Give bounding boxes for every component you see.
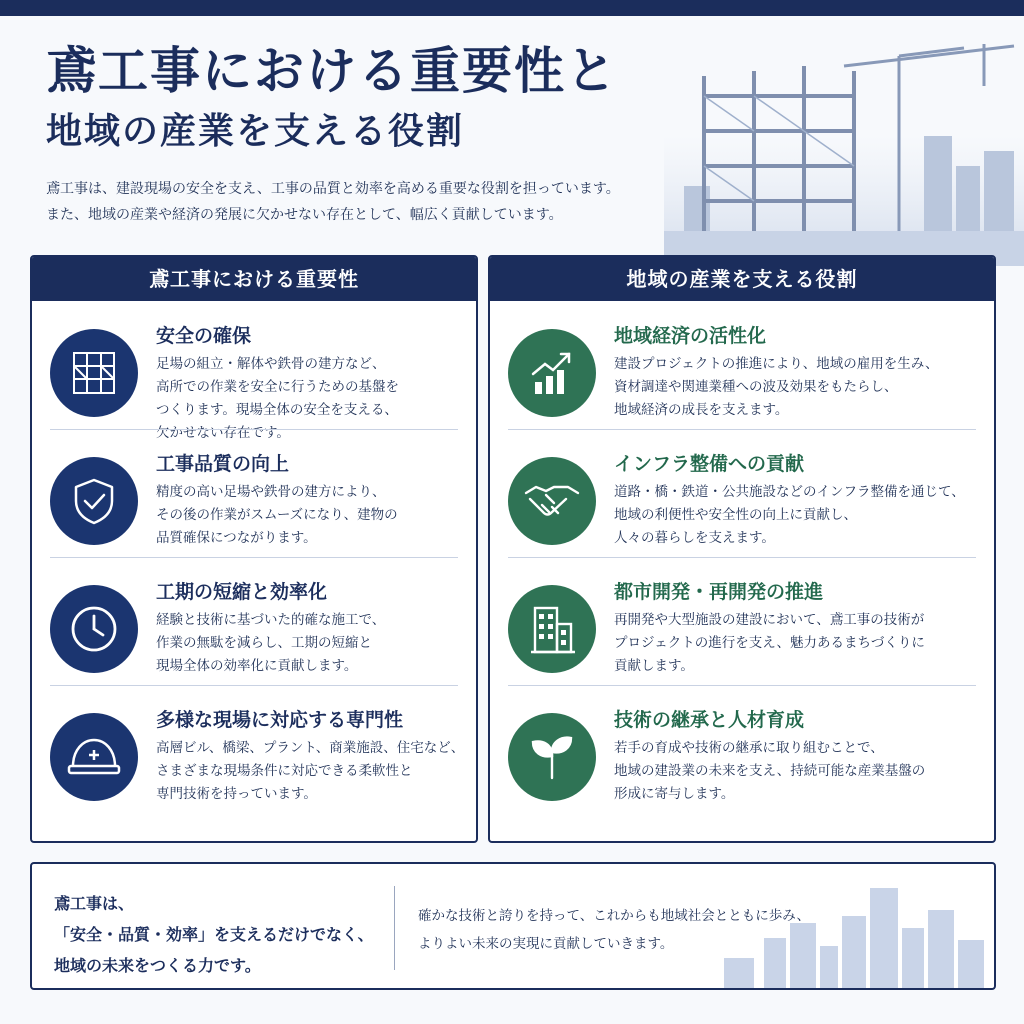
item-title: 地域経済の活性化 [614, 325, 767, 347]
summary-line: 「安全・品質・効率」を支えるだけでなく、 [54, 925, 374, 944]
list-item [32, 557, 476, 685]
item-body [614, 353, 939, 422]
intro-line: 鳶工事は、建設現場の安全を支え、工事の品質と効率を高める重要な役割を担っています。 [46, 181, 620, 197]
list-item [32, 301, 476, 441]
item-line: 経験と技術に基づいた的確な施工で、 [156, 612, 386, 628]
item-line: 品質確保につながります。 [156, 530, 317, 546]
item-line: 地域経済の成長を支えます。 [614, 402, 789, 418]
item-line: 地域の利便性や安全性の向上に貢献し、 [614, 507, 857, 523]
item-line: 形成に寄与します。 [614, 786, 735, 802]
scaffold-icon [50, 329, 138, 417]
page-title-line2: 地域の産業を支える役割 [46, 111, 465, 152]
item-line: さまざまな現場条件に対応できる柔軟性と [156, 763, 413, 779]
summary-line: 地域の未来をつくる力です。 [54, 956, 261, 975]
item-line: プロジェクトの進行を支え、魅力あるまちづくりに [614, 635, 925, 651]
summary-box [30, 862, 996, 990]
list-item [490, 429, 994, 557]
item-body [614, 737, 925, 806]
item-line: つくります。現場全体の安全を支える、 [156, 402, 398, 418]
item-title: 工事品質の向上 [156, 453, 290, 475]
building-icon [508, 585, 596, 673]
summary-message [418, 902, 810, 958]
summary-line: 鳶工事は、 [54, 894, 135, 913]
regional-role-panel [488, 255, 996, 843]
page-title-line1: 鳶工事における重要性と [46, 42, 618, 100]
item-line: 高層ビル、橋梁、プラント、商業施設、住宅など、 [156, 740, 465, 756]
divider [394, 886, 395, 970]
item-title: インフラ整備への貢献 [614, 453, 805, 475]
item-title: 安全の確保 [156, 325, 252, 347]
item-title: 技術の継承と人材育成 [614, 709, 805, 731]
hard-hat-icon [50, 713, 138, 801]
item-body [156, 609, 385, 678]
clock-icon [50, 585, 138, 673]
item-line: その後の作業がスムーズになり、建物の [156, 507, 398, 523]
importance-panel-header: 鳶工事における重要性 [32, 257, 476, 301]
item-line: 足場の組立・解体や鉄骨の建方など、 [156, 356, 386, 372]
item-line: 資材調達や関連業種への波及効果をもたらし、 [614, 379, 898, 395]
list-item [490, 685, 994, 813]
intro-text [46, 176, 620, 228]
item-line: 専門技術を持っています。 [156, 786, 317, 802]
item-body [614, 481, 965, 550]
item-body [614, 609, 925, 678]
item-line: 作業の無駄を減らし、工期の短縮と [156, 635, 372, 651]
top-bar [0, 0, 1024, 16]
list-item [32, 429, 476, 557]
intro-line: また、地域の産業や経済の発展に欠かせない存在として、幅広く貢献しています。 [46, 207, 563, 223]
summary-line: 確かな技術と誇りを持って、これからも地域社会とともに歩み、 [418, 908, 811, 924]
item-line: 若手の育成や技術の継承に取り組むことで、 [614, 740, 884, 756]
list-item [490, 301, 994, 429]
item-title: 多様な現場に対応する専門性 [156, 709, 404, 731]
construction-illustration [664, 16, 1024, 266]
item-line: 道路・橋・鉄道・公共施設などのインフラ整備を通じて、 [614, 484, 965, 500]
list-item [32, 685, 476, 813]
item-body [156, 737, 464, 806]
item-line: 再開発や大型施設の建設において、鳶工事の技術が [614, 612, 925, 628]
item-line: 建設プロジェクトの推進により、地域の雇用を生み、 [614, 356, 939, 372]
importance-panel [30, 255, 478, 843]
sprout-icon [508, 713, 596, 801]
item-line: 地域の建設業の未来を支え、持続可能な産業基盤の [614, 763, 926, 779]
item-title: 工期の短縮と効率化 [156, 581, 328, 603]
summary-statement [54, 888, 374, 981]
item-title: 都市開発・再開発の推進 [614, 581, 824, 603]
regional-role-panel-header: 地域の産業を支える役割 [490, 257, 994, 301]
handshake-icon [508, 457, 596, 545]
shield-check-icon [50, 457, 138, 545]
item-body [156, 481, 398, 550]
item-line: 人々の暮らしを支えます。 [614, 530, 775, 546]
summary-line: よりよい未来の実現に貢献していきます。 [418, 936, 674, 952]
item-line: 現場全体の効率化に貢献します。 [156, 658, 358, 674]
list-item [490, 557, 994, 685]
growth-chart-icon [508, 329, 596, 417]
item-line: 欠かせない存在です。 [156, 425, 290, 441]
item-line: 貢献します。 [614, 658, 694, 674]
item-line: 精度の高い足場や鉄骨の建方により、 [156, 484, 386, 500]
item-line: 高所での作業を安全に行うための基盤を [156, 379, 399, 395]
